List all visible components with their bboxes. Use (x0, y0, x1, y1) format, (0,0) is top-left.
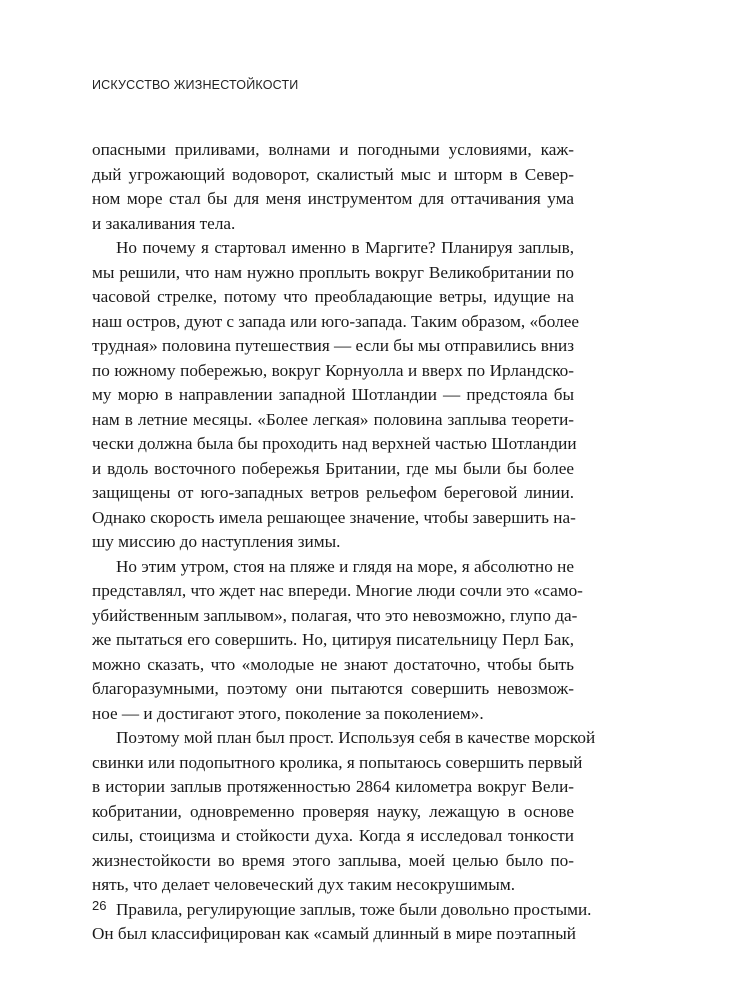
text-line: ное — и достигают этого, поколение за поколением». (92, 703, 484, 723)
text-line: представлял, что ждет нас впереди. Многие люди сочли это «само- (92, 581, 583, 600)
running-head: ИСКУССТВО ЖИЗНЕСТОЙКОСТИ (92, 78, 299, 92)
text-line: Но почему я стартовал именно в Маргите? Планируя заплыв, (116, 238, 574, 257)
text-line: Однако скорость имела решающее значение, чтобы завершить на- (92, 507, 576, 527)
text-line: му морю в направлении западной Шотландии — предстояла бы (92, 385, 574, 404)
text-line: и вдоль восточного побережья Британии, где мы были бы более (92, 458, 574, 478)
text-line: по южному побережью, вокруг Корнуолла и вверх по Ирландско- (92, 360, 574, 380)
text-line: Поэтому мой план был прост. Используя себя в качестве морской (116, 728, 596, 747)
text-line: ном море стал бы для меня инструментом для оттачивания ума (92, 189, 574, 208)
text-line: в истории заплыв протяженностью 2864 километра вокруг Вели- (92, 777, 574, 796)
text-line: жизнестойкости во время этого заплыва, моей целью было по- (92, 850, 574, 870)
text-line: чески должна была бы проходить над верхней частью Шотландии (92, 434, 577, 453)
text-line: шу миссию до наступления зимы. (92, 532, 341, 551)
paragraph (92, 236, 579, 555)
text-line: нам в летние месяцы. «Более легкая» половина заплыва теорети- (92, 409, 574, 429)
text-line: трудная» половина путешествия — если бы мы отправились вниз (92, 336, 575, 355)
text-line: часовой стрелке, потому что преобладающие ветры, идущие на (92, 287, 574, 306)
page-number: 26 (92, 898, 107, 913)
text-line: дый угрожающий водоворот, скалистый мыс и шторм в Север- (92, 164, 574, 184)
text-line: убийственным заплывом», полагая, что это невозможно, глупо да- (92, 605, 578, 625)
text-line: наш остров, дуют с запада или юго-запада. Таким образом, «более (92, 311, 579, 331)
text-line: опасными приливами, волнами и погодными условиями, каж- (92, 140, 574, 159)
text-line: Но этим утром, стоя на пляже и глядя на море, я абсолютно не (116, 556, 574, 576)
text-line: и закаливания тела. (92, 213, 236, 233)
text-line: свинки или подопытного кролика, я попытаюсь совершить первый (92, 752, 583, 772)
paragraph (92, 898, 592, 947)
text-line: Он был классифицирован как «самый длинный в мире поэтапный (92, 924, 576, 943)
text-line: Правила, регулирующие заплыв, тоже были довольно простыми. (116, 899, 592, 919)
text-line: благоразумными, поэтому они пытаются совершить невозмож- (92, 679, 574, 698)
paragraph (92, 726, 596, 898)
text-line: можно сказать, что «молодые не знают достаточно, чтобы быть (92, 654, 574, 674)
text-line: же пытаться его совершить. Но, цитируя писательницу Перл Бак, (92, 630, 574, 649)
paragraph (92, 555, 583, 727)
body-text (92, 138, 596, 947)
paragraph (92, 138, 574, 236)
text-line: нять, что делает человеческий дух таким несокрушимым. (92, 875, 516, 894)
text-line: мы решили, что нам нужно проплыть вокруг Великобритании по (92, 262, 574, 282)
text-line: силы, стоицизма и стойкости духа. Когда я исследовал тонкости (92, 826, 574, 845)
text-line: кобритании, одновременно проверяя науку, лежащую в основе (92, 801, 574, 821)
text-line: защищены от юго-западных ветров рельефом береговой линии. (92, 483, 574, 502)
